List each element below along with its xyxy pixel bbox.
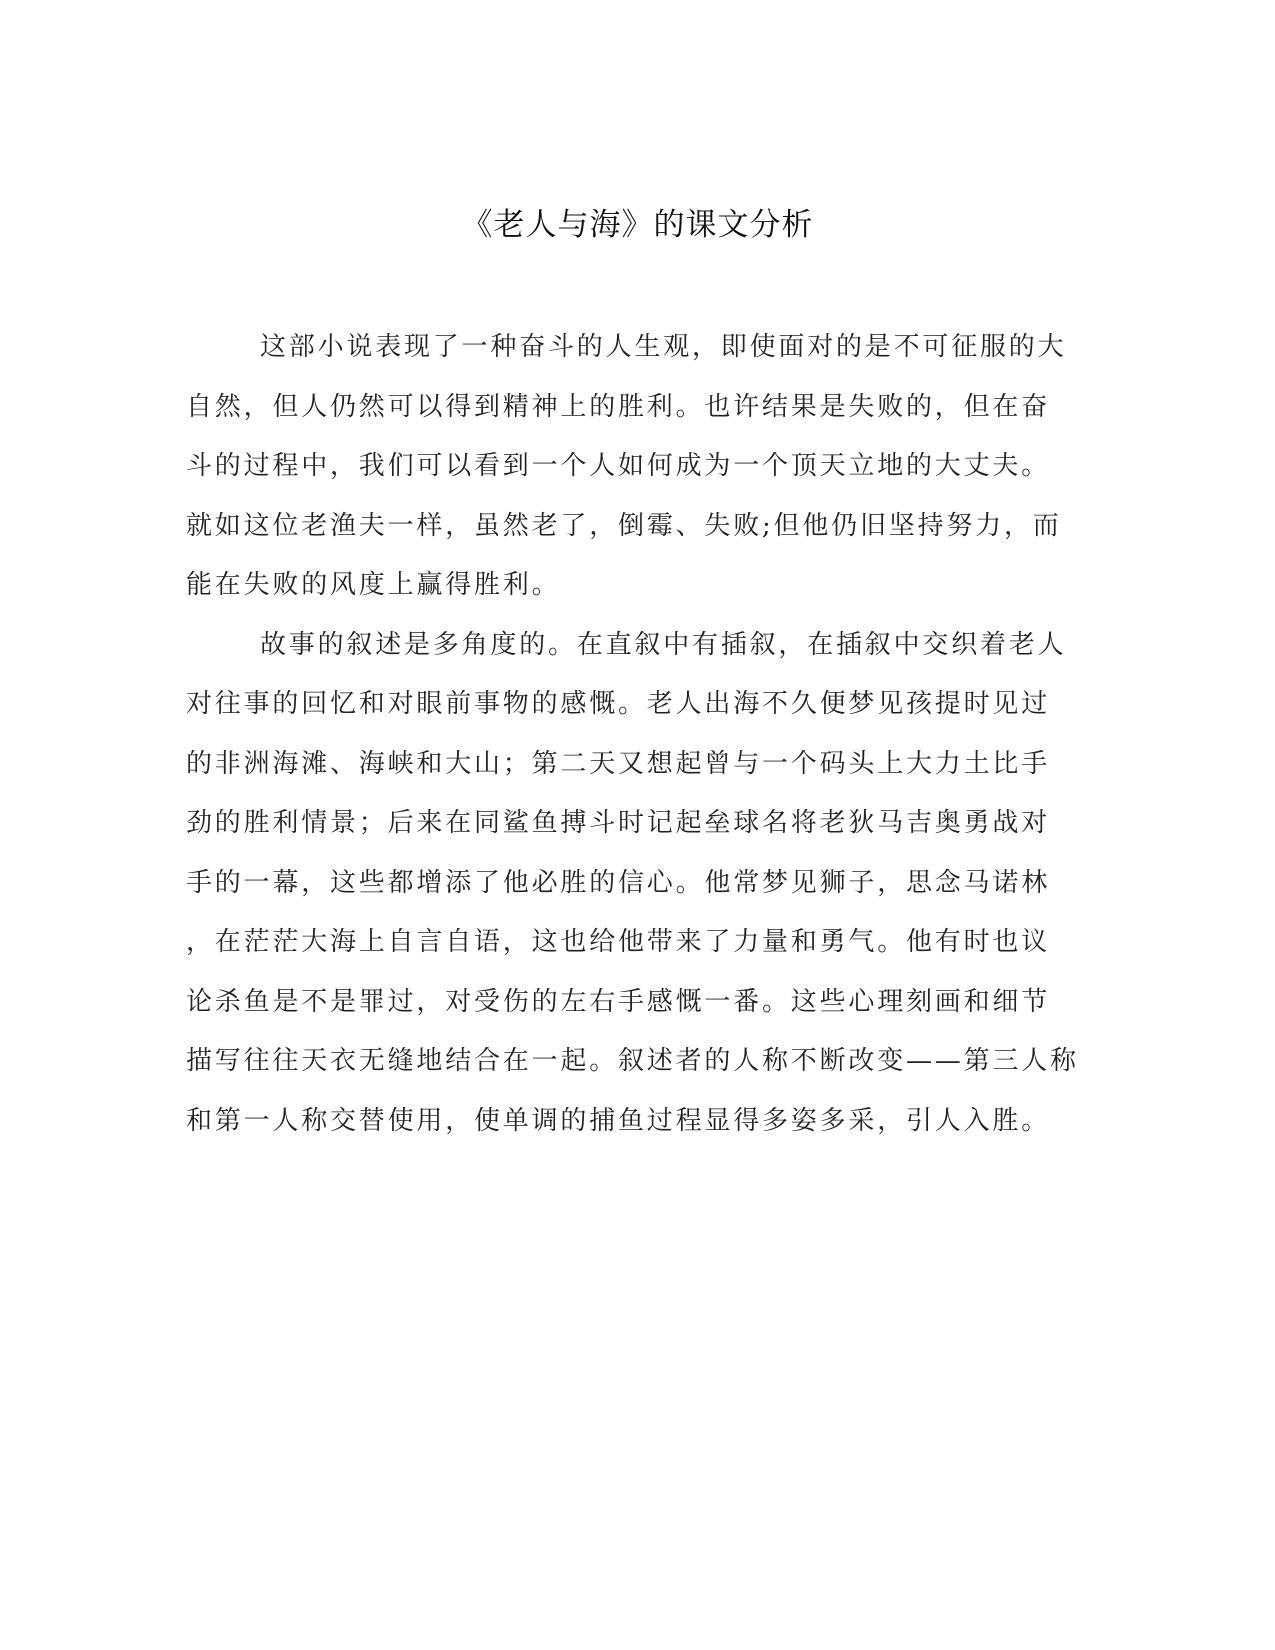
paragraph-1 [186, 318, 1076, 616]
paragraph-line: 和第一人称交替使用，使单调的捕鱼过程显得多姿多采，引人入胜。 [186, 1105, 1051, 1136]
paragraph-line: 论杀鱼是不是罪过，对受伤的左右手感慨一番。这些心理刻画和细节 [186, 986, 1051, 1017]
document-title: 《老人与海》的课文分析 [461, 207, 814, 243]
document-body [186, 318, 1079, 1151]
paragraph-line: 就如这位老渔夫一样，虽然老了，倒霉、失败;但他仍旧坚持努力，而 [186, 510, 1062, 541]
paragraph-line: 这部小说表现了一种奋斗的人生观，即使面对的是不可征服的大 [260, 332, 1067, 362]
paragraph-line: 描写往往天衣无缝地结合在一起。叙述者的人称不断改变——第三人称 [186, 1046, 1079, 1076]
paragraph-line: 能在失败的风度上赢得胜利。 [186, 570, 561, 600]
paragraph-line: ，在茫茫大海上自言自语，这也给他带来了力量和勇气。他有时也议 [186, 927, 1051, 957]
paragraph-line: 对往事的回忆和对眼前事物的感慨。老人出海不久便梦见孩提时见过 [186, 689, 1051, 719]
paragraph-line: 故事的叙述是多角度的。在直叙中有插叙，在插叙中交织着老人 [260, 629, 1067, 660]
paragraph-line: 手的一幕，这些都增添了他必胜的信心。他常梦见狮子，思念马诺林 [186, 867, 1051, 898]
paragraph-line: 的非洲海滩、海峡和大山；第二天又想起曾与一个码头上大力土比手 [186, 748, 1051, 779]
paragraph-line: 自然，但人仍然可以得到精神上的胜利。也许结果是失败的，但在奋 [186, 391, 1051, 422]
paragraph-line: 斗的过程中，我们可以看到一个人如何成为一个顶天立地的大丈夫。 [186, 451, 1051, 481]
paragraph-line: 劲的胜利情景；后来在同鲨鱼搏斗时记起垒球名将老狄马吉奥勇战对 [186, 808, 1051, 838]
paragraph-2 [186, 616, 1079, 1152]
